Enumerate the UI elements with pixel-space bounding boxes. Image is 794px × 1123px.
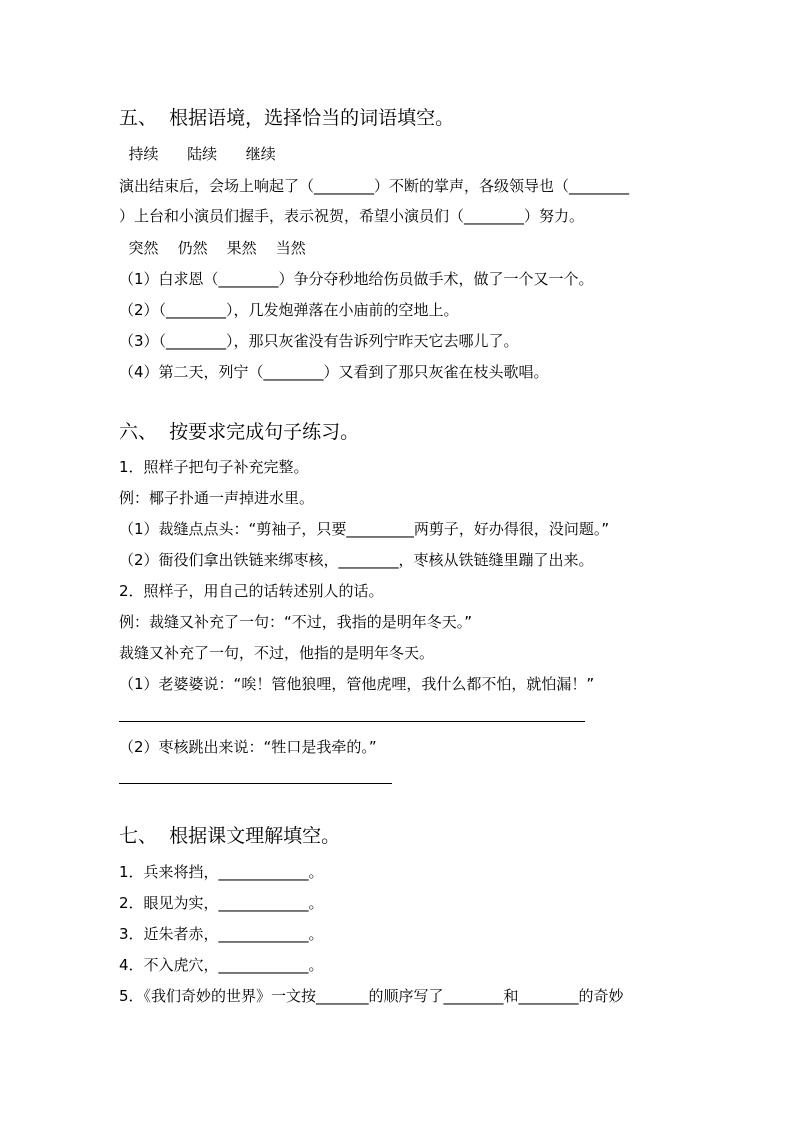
section6-q1-item-2: （2）衙役们拿出铁链来绑枣核，________，枣核从铁链缝里蹦了出来。 [119,551,594,569]
section6-q2: 2．照样子，用自己的话转述别人的话。 [119,582,384,600]
section5-passage-line2: ）上台和小演员们握手，表示祝贺，希望小演员们（________）努力。 [119,207,585,225]
word-bank-2: 突然 仍然 果然 当然 [119,239,306,257]
section5-passage-line1: 演出结束后，会场上响起了（________）不断的掌声，各级领导也（________ [119,177,630,195]
section7-item-4: 4．不入虎穴，____________。 [119,956,324,974]
section7-item-2: 2．眼见为实，____________。 [119,894,324,912]
word-bank-1: 持续 陆续 继续 [119,145,276,163]
section6-q1-example: 例：椰子扑通一声掉进水里。 [119,489,315,507]
section6-q2-example-answer: 裁缝又补充了一句，不过，他指的是明年冬天。 [119,644,435,662]
section5-item-2: （2）（________），几发炮弹落在小庙前的空地上。 [119,301,459,319]
section6-q2-item-1: （1）老婆婆说：“唉！管他狼哩，管他虎哩，我什么都不怕，就怕漏！” [119,675,595,693]
section6-q1-item-1: （1）裁缝点点头：“剪袖子，只要_________两剪子，好办得很，没问题。” [119,520,610,538]
section7-item-1: 1．兵来将挡，____________。 [119,863,324,881]
section6-q2-item-2: （2）枣核跳出来说：“牲口是我牵的。” [119,738,377,756]
section5-item-3: （3）（________），那只灰雀没有告诉列宁昨天它去哪儿了。 [119,332,519,350]
answer-line-2[interactable] [119,783,392,784]
section7-item-5: 5．《我们奇妙的世界》一文按_______的顺序写了________和________的奇妙 [119,987,624,1005]
answer-line-1[interactable] [119,721,585,722]
section5-item-1: （1）白求恩（________）争分夺秒地给伤员做手术，做了一个又一个。 [119,270,594,288]
section7-heading: 七、 根据课文理解填空。 [119,825,341,847]
section6-q1: 1．照样子把句子补充完整。 [119,458,309,476]
section7-item-3: 3．近朱者赤，____________。 [119,925,324,943]
section6-heading: 六、 按要求完成句子练习。 [119,421,360,443]
section5-heading: 五、 根据语境，选择恰当的词语填空。 [119,107,455,129]
section5-item-4: （4）第二天，列宁（________）又看到了那只灰雀在枝头歌唱。 [119,363,549,381]
section6-q2-example: 例：裁缝又补充了一句：“不过，我指的是明年冬天。” [119,613,473,631]
